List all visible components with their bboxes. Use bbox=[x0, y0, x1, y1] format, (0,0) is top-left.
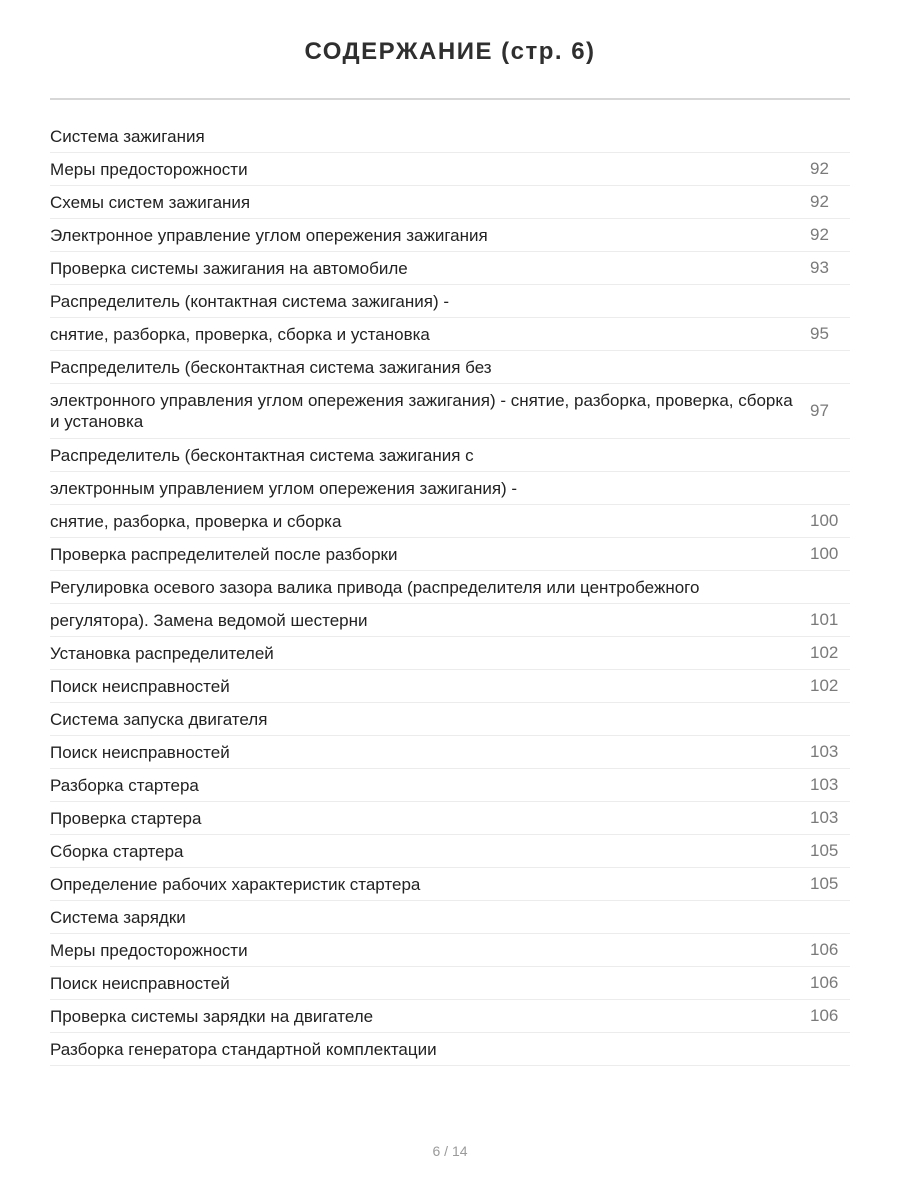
toc-entry-page: 103 bbox=[810, 808, 839, 827]
toc-entry-text: Распределитель (контактная система зажигания) - bbox=[50, 291, 449, 311]
table-of-contents bbox=[50, 120, 850, 1066]
page-indicator: 6 / 14 bbox=[432, 1143, 468, 1159]
toc-entry-text: Система зажигания bbox=[50, 126, 205, 146]
toc-entry[interactable] bbox=[50, 186, 850, 219]
toc-entry[interactable] bbox=[50, 736, 850, 769]
toc-entry-text: Проверка системы зарядки на двигателе bbox=[50, 1006, 374, 1026]
toc-entry-text: Определение рабочих характеристик стартера bbox=[50, 874, 421, 894]
toc-entry[interactable] bbox=[50, 153, 850, 186]
toc-entry[interactable] bbox=[50, 967, 850, 1000]
toc-entry-text: Меры предосторожности bbox=[50, 940, 248, 960]
toc-entry[interactable] bbox=[50, 802, 850, 835]
toc-entry-text: Разборка стартера bbox=[50, 775, 199, 795]
toc-entry-text: электронного управления углом опережения зажигания) - снятие, разборка, проверка, сборка и установка bbox=[50, 391, 793, 431]
toc-entry-page: 106 bbox=[810, 1006, 839, 1025]
toc-entry[interactable] bbox=[50, 670, 850, 703]
toc-entry-text: Система запуска двигателя bbox=[50, 709, 268, 729]
toc-entry[interactable] bbox=[50, 571, 850, 604]
toc-entry-text: снятие, разборка, проверка и сборка bbox=[50, 511, 342, 531]
toc-entry[interactable] bbox=[50, 384, 850, 439]
toc-entry-text: Разборка генератора стандартной комплектации bbox=[50, 1039, 437, 1059]
toc-entry[interactable] bbox=[50, 252, 850, 285]
toc-entry-text: Проверка распределителей после разборки bbox=[50, 544, 398, 564]
toc-entry-text: Поиск неисправностей bbox=[50, 742, 230, 762]
toc-entry[interactable] bbox=[50, 1000, 850, 1033]
toc-entry[interactable] bbox=[50, 901, 850, 934]
toc-entry-page: 92 bbox=[810, 159, 829, 178]
toc-entry-page: 105 bbox=[810, 841, 839, 860]
toc-entry-text: снятие, разборка, проверка, сборка и установка bbox=[50, 324, 430, 344]
toc-entry-page: 103 bbox=[810, 775, 839, 794]
toc-entry[interactable] bbox=[50, 769, 850, 802]
toc-entry[interactable] bbox=[50, 219, 850, 252]
toc-entry[interactable] bbox=[50, 351, 850, 384]
title-divider bbox=[50, 98, 850, 100]
toc-entry-page: 97 bbox=[810, 401, 829, 420]
toc-entry[interactable] bbox=[50, 285, 850, 318]
toc-entry[interactable] bbox=[50, 835, 850, 868]
toc-entry[interactable] bbox=[50, 934, 850, 967]
toc-entry[interactable] bbox=[50, 538, 850, 571]
toc-entry-page: 100 bbox=[810, 544, 839, 563]
toc-entry-text: электронным управлением углом опережения зажигания) - bbox=[50, 478, 518, 498]
toc-entry-page: 106 bbox=[810, 940, 839, 959]
toc-entry-page: 103 bbox=[810, 742, 839, 761]
toc-entry-text: Проверка системы зажигания на автомобиле bbox=[50, 258, 408, 278]
toc-entry[interactable] bbox=[50, 868, 850, 901]
toc-entry-text: Распределитель (бесконтактная система зажигания с bbox=[50, 445, 474, 465]
toc-entry-text: Поиск неисправностей bbox=[50, 676, 230, 696]
toc-entry[interactable] bbox=[50, 120, 850, 153]
toc-entry-text: Установка распределителей bbox=[50, 643, 274, 663]
toc-entry[interactable] bbox=[50, 318, 850, 351]
toc-entry-text: Регулировка осевого зазора валика привода (распределителя или центробежного bbox=[50, 577, 700, 597]
toc-entry-text: Поиск неисправностей bbox=[50, 973, 230, 993]
toc-entry-page: 101 bbox=[810, 610, 839, 629]
toc-entry[interactable] bbox=[50, 703, 850, 736]
toc-entry-text: Меры предосторожности bbox=[50, 159, 248, 179]
toc-entry-page: 93 bbox=[810, 258, 829, 277]
toc-entry-text: Распределитель (бесконтактная система зажигания без bbox=[50, 357, 492, 377]
toc-entry-page: 106 bbox=[810, 973, 839, 992]
toc-entry-text: Сборка стартера bbox=[50, 841, 184, 861]
toc-entry-page: 102 bbox=[810, 643, 839, 662]
toc-entry[interactable] bbox=[50, 472, 850, 505]
toc-entry[interactable] bbox=[50, 505, 850, 538]
toc-entry[interactable] bbox=[50, 604, 850, 637]
toc-entry-page: 92 bbox=[810, 192, 829, 211]
toc-entry[interactable] bbox=[50, 439, 850, 472]
page-title: СОДЕРЖАНИЕ (стр. 6) bbox=[304, 38, 596, 65]
toc-entry-page: 95 bbox=[810, 324, 829, 343]
toc-entry-text: Система зарядки bbox=[50, 907, 186, 927]
toc-entry-text: Схемы систем зажигания bbox=[50, 192, 251, 212]
toc-entry-page: 102 bbox=[810, 676, 839, 695]
toc-entry-page: 105 bbox=[810, 874, 839, 893]
toc-entry[interactable] bbox=[50, 637, 850, 670]
toc-entry-text: регулятора). Замена ведомой шестерни bbox=[50, 610, 368, 630]
toc-entry-text: Электронное управление углом опережения зажигания bbox=[50, 225, 488, 245]
toc-entry[interactable] bbox=[50, 1033, 850, 1066]
toc-entry-page: 92 bbox=[810, 225, 829, 244]
toc-entry-text: Проверка стартера bbox=[50, 808, 202, 828]
toc-entry-page: 100 bbox=[810, 511, 839, 530]
